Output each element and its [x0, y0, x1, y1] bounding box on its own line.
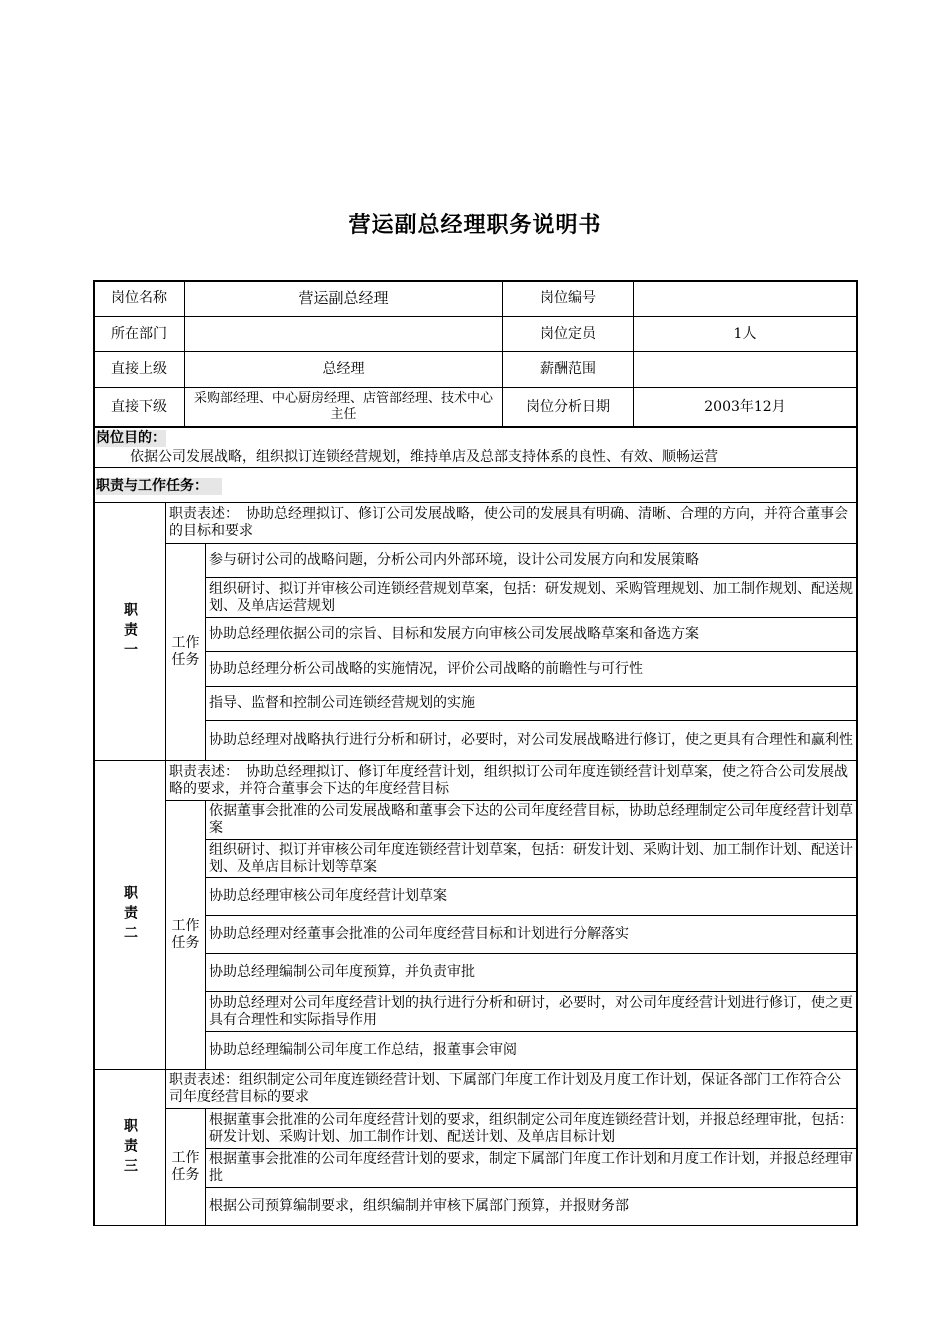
duty-2-task-5: 协助总经理编制公司年度预算，并负责审批 — [209, 964, 475, 980]
analysis-date-value: 2003年12月 — [704, 398, 786, 415]
duty-1-task-5: 指导、监督和控制公司连锁经营规划的实施 — [209, 695, 475, 711]
position-name-value: 营运副总经理 — [298, 289, 389, 307]
duty-2-task-2: 组织研讨、拟订并审核公司年度连锁经营计划草案，包括：研发计划、采购计划、加工制作计划、配送计划、及单店目标计划等草案 — [209, 841, 853, 875]
duty-3-task-1: 根据董事会批准的公司年度经营计划的要求，组织制定公司年度连锁经营计划，并报总经理审批，包括：研发计划、采购计划、加工制作计划、配送计划、及单店目标计划 — [209, 1111, 853, 1145]
duty-1-name: 职责一 — [122, 601, 138, 662]
duties-label: 职责与工作任务： — [95, 476, 225, 496]
department-label: 所在部门 — [111, 325, 167, 342]
page-title: 营运副总经理职务说明书 — [348, 213, 602, 238]
duty-1-task-3: 协助总经理依据公司的宗旨、目标和发展方向审核公司发展战略草案和备选方案 — [209, 626, 699, 642]
purpose-label: 岗位目的： — [96, 429, 166, 446]
duty-2-task-1: 依据董事会批准的公司发展战略和董事会下达的公司年度经营目标，协助总经理制定公司年度经营计划草案 — [209, 803, 853, 836]
analysis-date-label: 岗位分析日期 — [526, 398, 610, 415]
duty-3-statement: 职责表述：组织制定公司年度连锁经营计划、下属部门年度工作计划及月度工作计划，保证各部门工作符合公司年度经营目标的要求 — [169, 1072, 841, 1105]
duty-2-task-label: 工作任务 — [171, 918, 200, 951]
salary-label: 薪酬范围 — [540, 361, 596, 377]
duty-2-task-6: 协助总经理对公司年度经营计划的执行进行分析和研讨，必要时，对公司年度经营计划进行修订，使之更具有合理性和实际指导作用 — [209, 994, 853, 1028]
duty-2-task-4: 协助总经理对经董事会批准的公司年度经营目标和计划进行分解落实 — [209, 926, 629, 942]
superior-label: 直接上级 — [111, 361, 167, 377]
duty-3-task-3: 根据公司预算编制要求，组织编制并审核下属部门预算，并报财务部 — [209, 1198, 629, 1214]
duty-3-task-2: 根据董事会批准的公司年度经营计划的要求，制定下属部门年度工作计划和月度工作计划，并报总经理审批 — [209, 1151, 853, 1184]
salary-value — [634, 352, 856, 387]
position-name-label: 岗位名称 — [111, 290, 167, 306]
duty-1-task-label: 工作任务 — [171, 635, 200, 668]
duty-3-name: 职责三 — [122, 1117, 138, 1178]
subordinate-label: 直接下级 — [111, 398, 167, 415]
duty-1-task-4: 协助总经理分析公司战略的实施情况，评价公司战略的前瞻性与可行性 — [209, 660, 643, 677]
duty-1-task-2: 组织研讨、拟订并审核公司连锁经营规划草案，包括：研发规划、采购管理规划、加工制作规划、配送规划、及单店运营规划 — [209, 580, 853, 614]
duty-1-task-1: 参与研讨公司的战略问题，分析公司内外部环境，设计公司发展方向和发展策略 — [209, 552, 699, 568]
position-no-value — [634, 281, 856, 316]
duty-2-task-3: 协助总经理审核公司年度经营计划草案 — [209, 888, 447, 904]
headcount-label: 岗位定员 — [540, 325, 596, 342]
duty-2-statement: 职责表述： 协助总经理拟订、修订年度经营计划，组织拟订公司年度连锁经营计划草案，使之符合公司发展战略的要求，并符合董事会下达的年度经营目标 — [169, 763, 848, 797]
position-no-label: 岗位编号 — [540, 290, 596, 306]
subordinate-value: 采购部经理、中心厨房经理、店管部经理、技术中心主任 — [193, 391, 493, 422]
duty-1-statement: 职责表述： 协助总经理拟订、修订公司发展战略，使公司的发展具有明确、清晰、合理的方向，并符合董事会的目标和要求 — [169, 506, 848, 539]
duty-1-task-6: 协助总经理对战略执行进行分析和研讨，必要时，对公司发展战略进行修订，使之更具有合理性和赢利性 — [209, 732, 853, 748]
superior-value: 总经理 — [322, 361, 365, 377]
purpose-text: 依据公司发展战略，组织拟订连锁经营规划，维持单店及总部支持体系的良性、有效、顺畅运营 — [130, 449, 718, 465]
department-value — [185, 317, 502, 351]
duty-3-task-label: 工作任务 — [171, 1150, 200, 1183]
headcount-value: 1人 — [733, 325, 757, 342]
duty-2-name: 职责二 — [122, 885, 138, 945]
duty-2-task-7: 协助总经理编制公司年度工作总结，报董事会审阅 — [209, 1042, 517, 1058]
